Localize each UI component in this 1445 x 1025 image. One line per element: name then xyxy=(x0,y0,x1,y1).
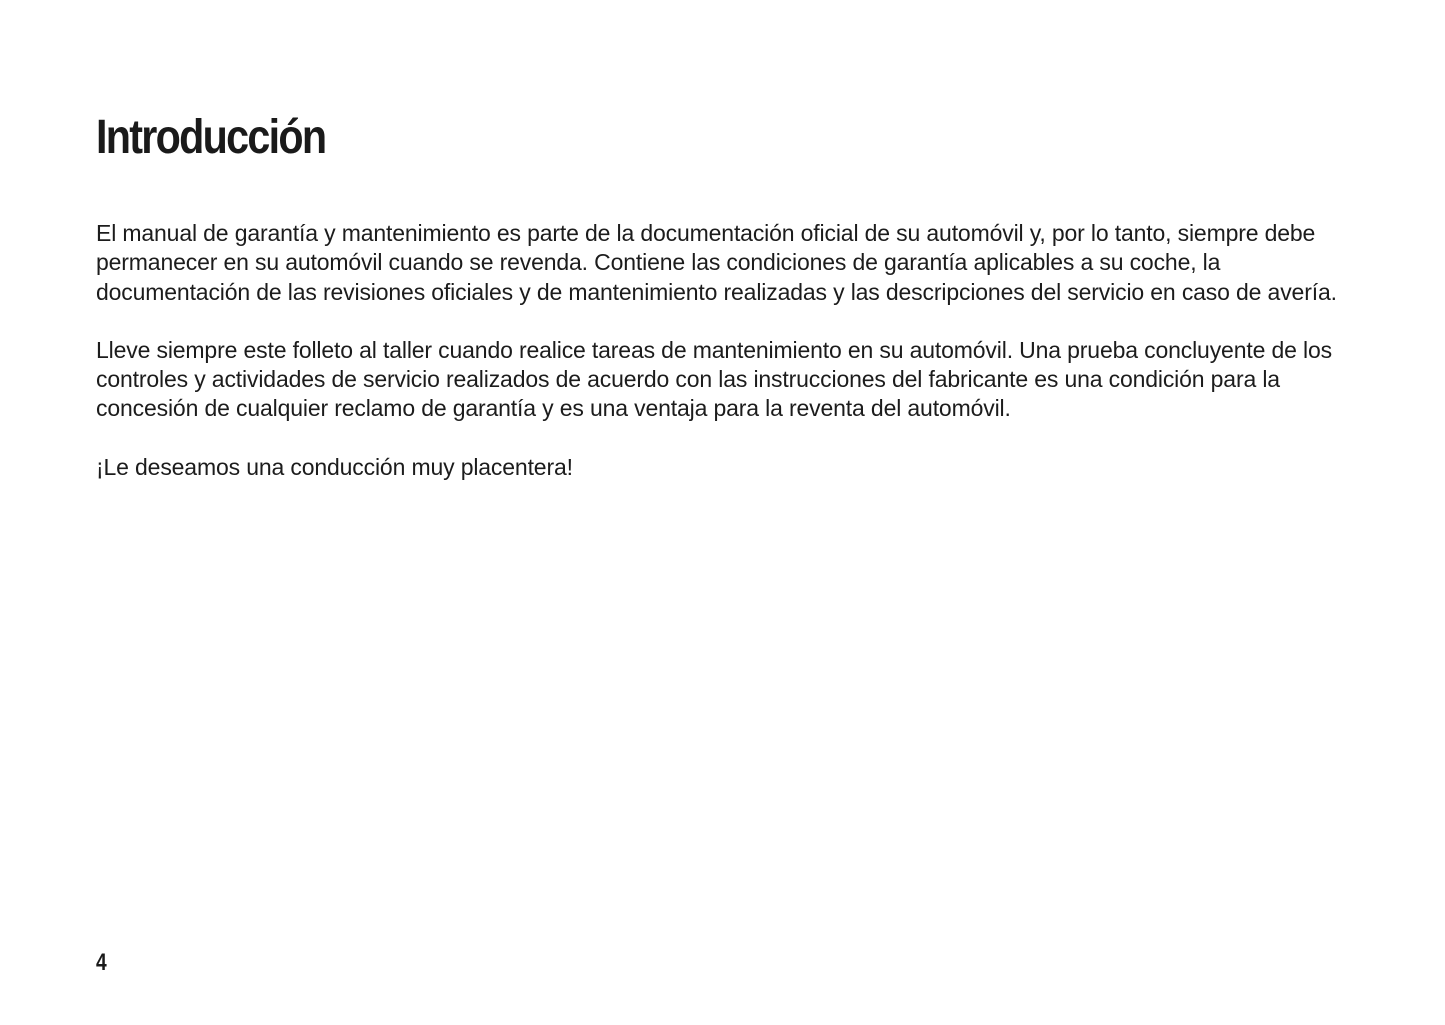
paragraph-instructions: Lleve siempre este folleto al taller cuando realice tareas de mantenimiento en su automóvil. Una prueba concluyente de los controles y actividades de servicio realizados de acuerdo con las instrucciones del fabricante es una condición para la concesión de cualquier reclamo de garantía y es una ventaja para la reventa del automóvil. xyxy=(96,336,1332,422)
page-number: 4 xyxy=(96,949,107,976)
body-text xyxy=(96,219,1361,511)
paragraph-intro: El manual de garantía y mantenimiento es parte de la documentación oficial de su automóvil y, por lo tanto, siempre debe permanecer en su automóvil cuando se revenda. Contiene las condiciones de garantía aplicables a su coche, la documentación de las revisiones oficiales y de mantenimiento realizadas y las descripciones del servicio en caso de avería. xyxy=(96,220,1337,305)
paragraph-closing: ¡Le deseamos una conducción muy placentera! xyxy=(96,453,573,480)
page-title: Introducción xyxy=(96,111,326,164)
